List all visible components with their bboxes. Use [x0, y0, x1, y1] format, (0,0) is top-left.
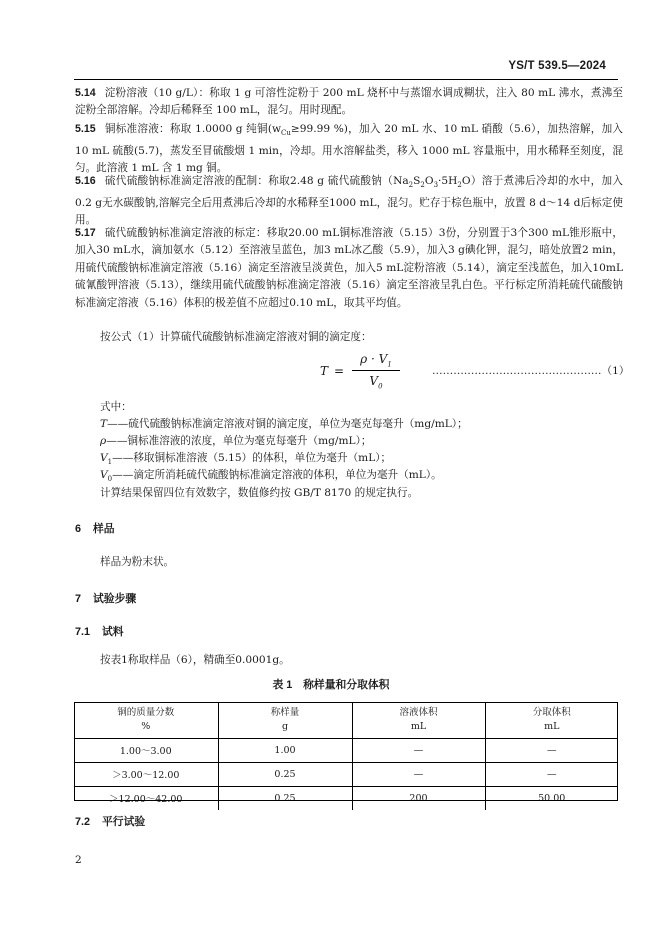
section-7-1-heading — [75, 624, 124, 639]
clause-text: 硫代硫酸钠标准滴定溶液的配制：称取2.48 g 硫代硫酸钠（Na — [104, 175, 409, 187]
clause-text-cont: ·5H — [438, 175, 458, 187]
section-6-body: 样品为粉末状。 — [100, 556, 175, 568]
standard-number: YS/T 539.5—2024 — [508, 60, 606, 72]
equation-label: （1） — [601, 365, 630, 377]
subscript: 1 — [387, 360, 392, 369]
definition: ——滴定所消耗硫代硫酸钠标准滴定溶液的体积，单位为毫升（mL）。 — [112, 469, 442, 481]
section-number: 6 — [75, 523, 82, 535]
subscript: 1 — [107, 458, 113, 467]
header-name: 称样量 — [270, 706, 300, 718]
section-6-heading — [75, 521, 115, 536]
header-cell — [352, 702, 485, 738]
table-1-title: 表 1 称样量和分取体积 — [272, 679, 390, 691]
symbol: V — [100, 452, 108, 464]
where-item-1 — [100, 416, 620, 433]
clause-5-17 — [75, 225, 623, 312]
section-number: 7.1 — [75, 626, 91, 638]
table-cell: ＞3.00～12.00 — [74, 762, 218, 786]
table-cell: 0.25 — [218, 762, 352, 786]
clause-number: 5.15 — [75, 123, 96, 135]
rounding-note: 计算结果保留四位有效数字，数值修约按 GB/T 8170 的规定执行。 — [100, 487, 419, 499]
table-cell: — — [352, 762, 485, 786]
subscript: 2 — [457, 181, 462, 190]
clause-number: 5.16 — [75, 175, 96, 187]
subscript: 0 — [107, 475, 113, 484]
clause-text: 铜标准溶液：称取 1.0000 g 纯铜(w — [104, 123, 282, 135]
titer-formula — [320, 352, 400, 392]
symbol: T — [100, 418, 108, 430]
leader-dots: ………………………………………… — [432, 365, 602, 377]
subscript: 2 — [408, 181, 414, 190]
header-unit: % — [141, 720, 151, 732]
clause-5-16 — [75, 173, 623, 229]
definition: ——硫代硫酸钠标准滴定溶液对铜的滴定度，单位为毫克每毫升（mg/mL）； — [107, 418, 468, 430]
clause-text-cont: O — [424, 175, 434, 187]
fraction-bar — [352, 370, 400, 371]
table-cell: 1.00～3.00 — [74, 738, 218, 762]
clause-text-cont: ≥99.99 %)，加入 20 mL 水、10 mL 硝酸（5.6），加热溶解，加入 10 mL 硫酸(5.7)，蒸发至冒硫酸烟 1 min，冷却。用水溶解盐类，移入 1000 mL 容量瓶中，用水稀释至刻度，混匀。此溶液 1 mL 含 1 mg 铜。 — [75, 123, 623, 174]
where-label: 式中： — [100, 401, 132, 413]
subscript: 0 — [378, 382, 383, 391]
header-name: 分取体积 — [532, 706, 571, 718]
header-cell — [218, 702, 352, 738]
section-7-2-heading — [75, 814, 145, 829]
header-name: 溶液体积 — [399, 706, 438, 718]
formula-lhs: T — [320, 364, 329, 378]
clause-number: 5.14 — [75, 87, 96, 99]
header-name: 铜的质量分数 — [117, 706, 175, 718]
where-item-2 — [100, 433, 620, 450]
table-header-row — [74, 702, 618, 738]
clause-5-15 — [75, 121, 623, 177]
page-number: 2 — [75, 854, 82, 866]
subscript: 3 — [433, 181, 439, 190]
denominator-text: V — [369, 374, 379, 388]
section-title: 平行试验 — [102, 816, 146, 828]
section-number: 7.2 — [75, 816, 91, 828]
table-row — [74, 762, 618, 786]
table-cell: 50.00 — [538, 792, 566, 804]
section-title: 试验步骤 — [93, 593, 137, 605]
clause-text: 硫代硫酸钠标准滴定溶液的标定：移取20.00 mL铜标准溶液（5.15）3份，分别置于3个300 mL锥形瓶中，加入30 mL水，滴加氨水（5.12）至溶液呈蓝色，加3 mL冰乙酸（5.9），加入3 g碘化钾，混匀，暗处放置2 min，用硫代硫酸钠标准滴定溶液（5.16）滴定至溶液呈淡黄色，加入5 mL淀粉溶液（5.14），滴定至浅蓝色，加入10mL硫氰酸钾溶液（5.13），继续用硫代硫酸钠标准滴定溶液（5.16）滴定至溶液呈乳白色。平行标定所消耗硫代硫酸钠标准滴定溶液（5.16）体积的极差值不应超过0.10 mL，取其平均值。 — [75, 227, 623, 309]
table-cell: — — [485, 738, 618, 762]
numerator-text: ρ · V — [360, 352, 388, 366]
table-cell: 200 — [352, 786, 485, 810]
clause-5-14 — [75, 85, 623, 120]
definition: ——移取铜标准溶液（5.15）的体积，单位为毫升（mL）； — [112, 452, 392, 464]
clause-text: 淀粉溶液（10 g/L）：称取 1 g 可溶性淀粉于 200 mL 烧杯中与蒸馏水调成糊状，注入 80 mL 沸水，煮沸至淀粉全部溶解。冷却后稀释至 100 mL，混匀。用时现配。 — [75, 87, 623, 117]
table-row — [74, 786, 618, 810]
table-cell: — — [485, 762, 618, 786]
table-cell: — — [352, 738, 485, 762]
symbol: V — [100, 469, 108, 481]
clause-number: 5.17 — [75, 227, 96, 239]
header-unit: mL — [544, 720, 560, 732]
definition: ——铜标准溶液的浓度，单位为毫克每毫升（mg/mL）； — [106, 435, 372, 447]
symbol: ρ — [100, 435, 107, 447]
table-row — [74, 738, 618, 762]
section-7-heading — [75, 591, 136, 606]
subscript: 2 — [420, 181, 425, 190]
section-7-1-body: 按表1称取样品（6），精确至0.0001g。 — [100, 654, 290, 666]
section-title: 样品 — [93, 523, 115, 535]
section-number: 7 — [75, 593, 82, 605]
header-unit: mL — [410, 720, 427, 732]
table-cell: ＞12.00～42.00 — [74, 786, 218, 810]
clause-text-cont: O）溶于煮沸后冷却的水中，加入0.2 g无水碳酸钠,溶解完全后用煮沸后冷却的水稀释至1000 mL，混匀。贮存于棕色瓶中，放置 8 d～14 d后标定使用。 — [75, 175, 624, 226]
section-title: 试料 — [102, 626, 124, 638]
subscript: Cu — [281, 129, 291, 138]
clause-text-cont: S — [413, 175, 421, 187]
formula-intro: 按公式（1）计算硫代硫酸钠标准滴定溶液对铜的滴定度： — [100, 331, 372, 343]
header-cell — [485, 702, 618, 738]
table-cell: 0.25 — [218, 786, 352, 810]
equation-number — [432, 363, 629, 378]
header-cell — [74, 702, 218, 738]
table-1 — [74, 702, 618, 810]
formula-denominator — [354, 374, 398, 390]
header-unit: g — [281, 720, 289, 732]
header-rule — [74, 79, 618, 80]
formula-equals: = — [334, 364, 345, 378]
table-cell: 1.00 — [218, 738, 352, 762]
formula-numerator — [354, 352, 398, 368]
